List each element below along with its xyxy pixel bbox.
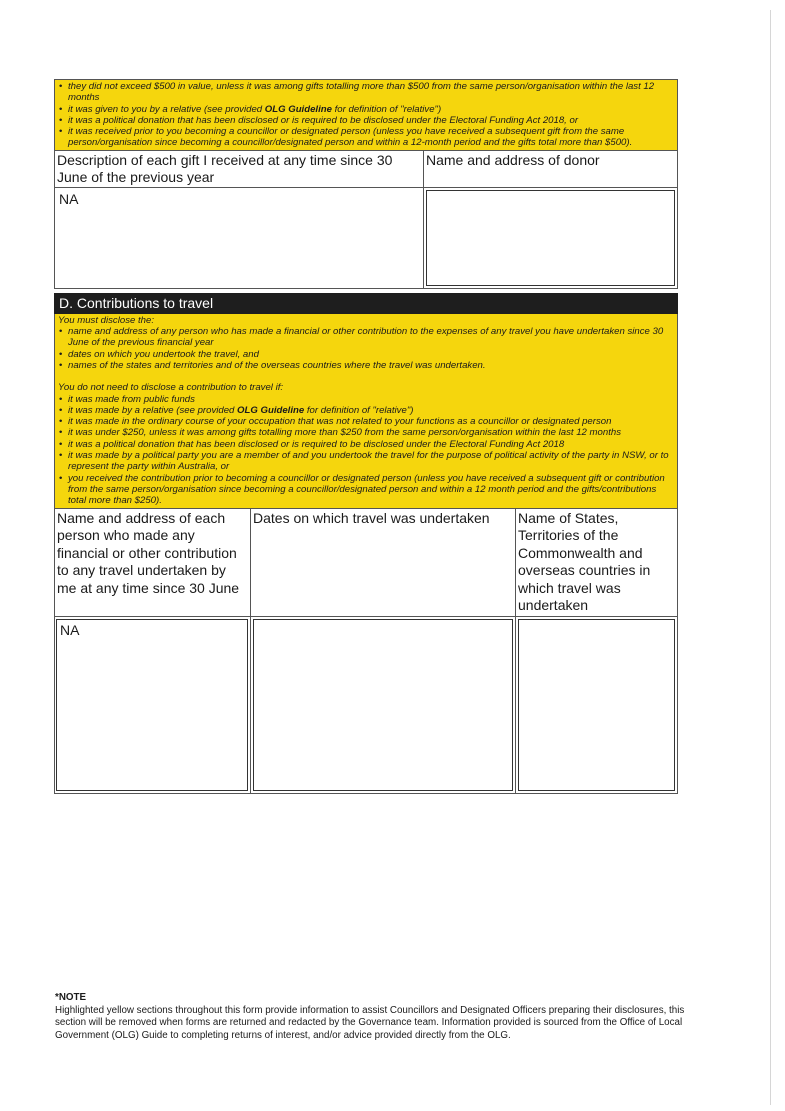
list-item: • it was a political donation that has been disclosed or is required to be disclosed under the Electoral Funding Act 2018, or	[58, 115, 675, 126]
gifts-entry-row	[54, 188, 678, 289]
travel-places-cell	[516, 617, 677, 793]
gifts-conditions-list	[58, 81, 675, 149]
must-disclose-list	[58, 326, 675, 371]
list-item: • dates on which you undertook the travel, and	[58, 349, 675, 360]
travel-instructions	[54, 314, 678, 509]
contributor-field[interactable]: NA	[56, 619, 248, 791]
list-item: • it was made by a political party you are a member of and you undertook the travel for the purpose of political activity of the party in NSW, or to represent the party within Australia, or	[58, 450, 675, 473]
list-item: • it was a political donation that has been disclosed or is required to be disclosed under the Electoral Funding Act 2018	[58, 439, 675, 450]
list-item: • it was received prior to you becoming a councillor or designated person (unless you have received a subsequent gift from the same person/organisation since becoming a councillor/designated person and within a 12-month period and the gifts total more than $500).	[58, 126, 675, 149]
travel-entry-row	[54, 617, 678, 794]
exemptions-list	[58, 394, 675, 507]
travel-places-header: Name of States, Territories of the Commonwealth and overseas countries in which travel was undertaken	[518, 509, 651, 614]
donor-cell	[424, 188, 677, 288]
travel-table-header	[54, 509, 678, 617]
exemptions-intro: You do not need to disclose a contribution to travel if:	[58, 382, 284, 394]
travel-dates-cell	[251, 617, 516, 793]
note-title: *NOTE	[55, 992, 87, 1003]
list-item: • it was under $250, unless it was among gifts totalling more than $250 from the same person/organisation within the last 12 months	[58, 427, 675, 438]
travel-dates-field[interactable]	[253, 619, 513, 791]
contributor-header: Name and address of each person who made any financial or other contribution to any travel undertaken by me at any time since 30 June	[55, 509, 251, 616]
gift-description-field[interactable]: NA	[59, 190, 79, 207]
gift-description-header: Description of each gift I received at any time since 30 June of the previous year	[55, 151, 424, 187]
travel-section-title: D. Contributions to travel	[54, 293, 678, 314]
disclosure-form	[54, 79, 678, 794]
footer-note	[55, 992, 715, 1042]
list-item: • it was made in the ordinary course of your occupation that was not related to your functions as a councillor or designated person	[58, 416, 675, 427]
page-edge-line	[770, 10, 771, 1105]
donor-field[interactable]	[426, 190, 675, 286]
list-item: • you received the contribution prior to becoming a councillor or designated person (unless you have received a subsequent gift or contribution from the same person/organisation since becoming a councillor/designated person and within a 12 month period and the gifts/contributions total more than $250).	[58, 473, 675, 507]
travel-dates-header: Dates on which travel was undertaken	[251, 509, 516, 616]
gifts-table-header	[54, 151, 678, 188]
must-disclose-intro: You must disclose the:	[58, 314, 154, 326]
list-item: • it was made from public funds	[58, 394, 675, 405]
contributor-cell	[55, 617, 251, 793]
list-item: • names of the states and territories and of the overseas countries where the travel was undertaken.	[58, 360, 675, 371]
list-item: • it was made by a relative (see provided OLG Guideline for definition of "relative")	[58, 405, 675, 416]
list-item: • it was given to you by a relative (see provided OLG Guideline for definition of "relative")	[58, 104, 675, 115]
list-item: • they did not exceed $500 in value, unless it was among gifts totalling more than $500 from the same person/organisation within the last 12 months	[58, 81, 675, 104]
list-item: • name and address of any person who has made a financial or other contribution to the expenses of any travel you have undertaken since 30 June of the previous financial year	[58, 326, 675, 349]
gifts-instructions	[54, 79, 678, 151]
note-body: Highlighted yellow sections throughout this form provide information to assist Councillors and Designated Officers preparing their disclosures, this section will be removed when forms are returned and redacted by the Governance team. Information provided is sourced from the Office of Local Government (OLG) Guide to completing returns of interest, and/or advice provided directly from the OLG.	[55, 1005, 685, 1041]
donor-header: Name and address of donor	[426, 151, 600, 168]
gift-description-cell	[55, 188, 424, 288]
travel-places-field[interactable]	[518, 619, 675, 791]
